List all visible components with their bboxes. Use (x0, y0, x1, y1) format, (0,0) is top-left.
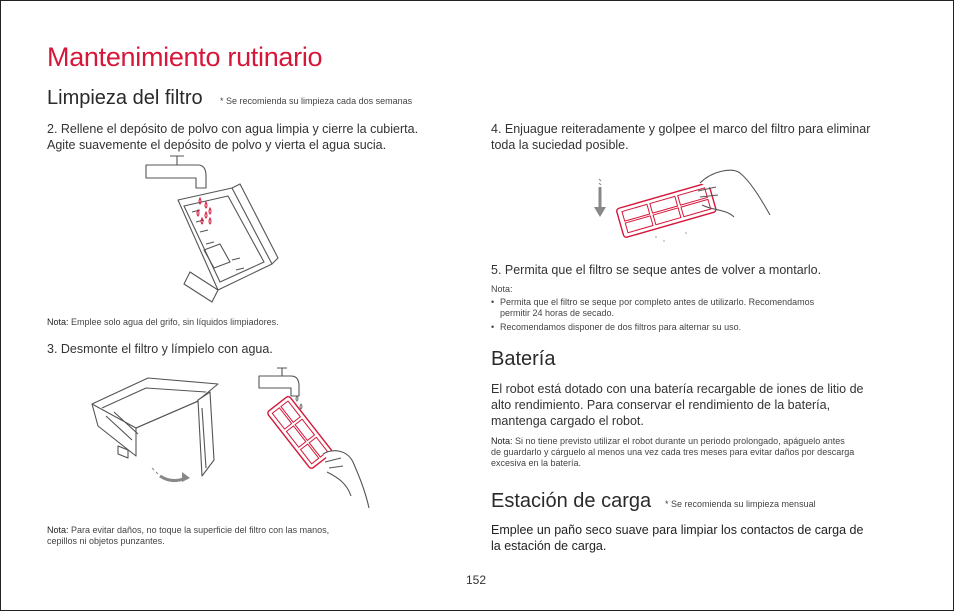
dust-bin-rinse-illustration (140, 152, 280, 312)
filter-removal-illustration (88, 368, 223, 483)
step5-text: 5. Permita que el filtro se seque antes de volver a montarlo. (491, 263, 822, 277)
battery-heading: Batería (491, 348, 556, 370)
page-number: 152 (466, 573, 487, 587)
filter-tap-illustration (590, 165, 775, 245)
dock-heading: Estación de carga (491, 490, 652, 512)
page-title: Mantenimiento rutinario (47, 42, 323, 72)
battery-note: Nota: Si no tiene previsto utilizar el robot durante un periodo prolongado, apáguelo antes de guardarlo y cárguelo al menos una vez cada tres meses para evitar daños por descarga excesiva en la batería. (491, 436, 855, 468)
list-item: • Permita que el filtro se seque por completo antes de utilizarlo. Recomendamos permitir 24 horas de secado. (491, 297, 891, 319)
list-item: • Recomendamos disponer de dos filtros para alternar su uso. (491, 322, 891, 333)
step2-text: 2. Rellene el depósito de polvo con agua limpia y cierre la cubierta. Agite suavemente el depósito de polvo y vierta el agua sucia. (47, 122, 419, 152)
step3-text: 3. Desmonte el filtro y límpielo con agua. (47, 342, 273, 356)
step5-note-list (491, 297, 891, 336)
step2-note: Nota: Emplee solo agua del grifo, sin líquidos limpiadores. (47, 317, 279, 327)
filter-section-heading: Limpieza del filtro (47, 87, 203, 109)
dock-frequency-note: * Se recomienda su limpieza mensual (665, 499, 816, 509)
battery-text: El robot está dotado con una batería recargable de iones de litio de alto rendimiento. Para conservar el rendimiento de la batería, mantenga cargado el robot. (491, 382, 864, 428)
filter-frequency-note: * Se recomienda su limpieza cada dos semanas (220, 96, 413, 106)
dock-text: Emplee un paño seco suave para limpiar los contactos de carga de la estación de carga. (491, 523, 864, 553)
step5-note-label: Nota: (491, 284, 513, 294)
step3-note: Nota: Para evitar daños, no toque la superficie del filtro con las manos, cepillos ni objetos punzantes. (47, 525, 330, 546)
step4-text: 4. Enjuague reiteradamente y golpee el marco del filtro para eliminar toda la suciedad posible. (491, 122, 871, 152)
filter-rinse-illustration (255, 366, 375, 511)
